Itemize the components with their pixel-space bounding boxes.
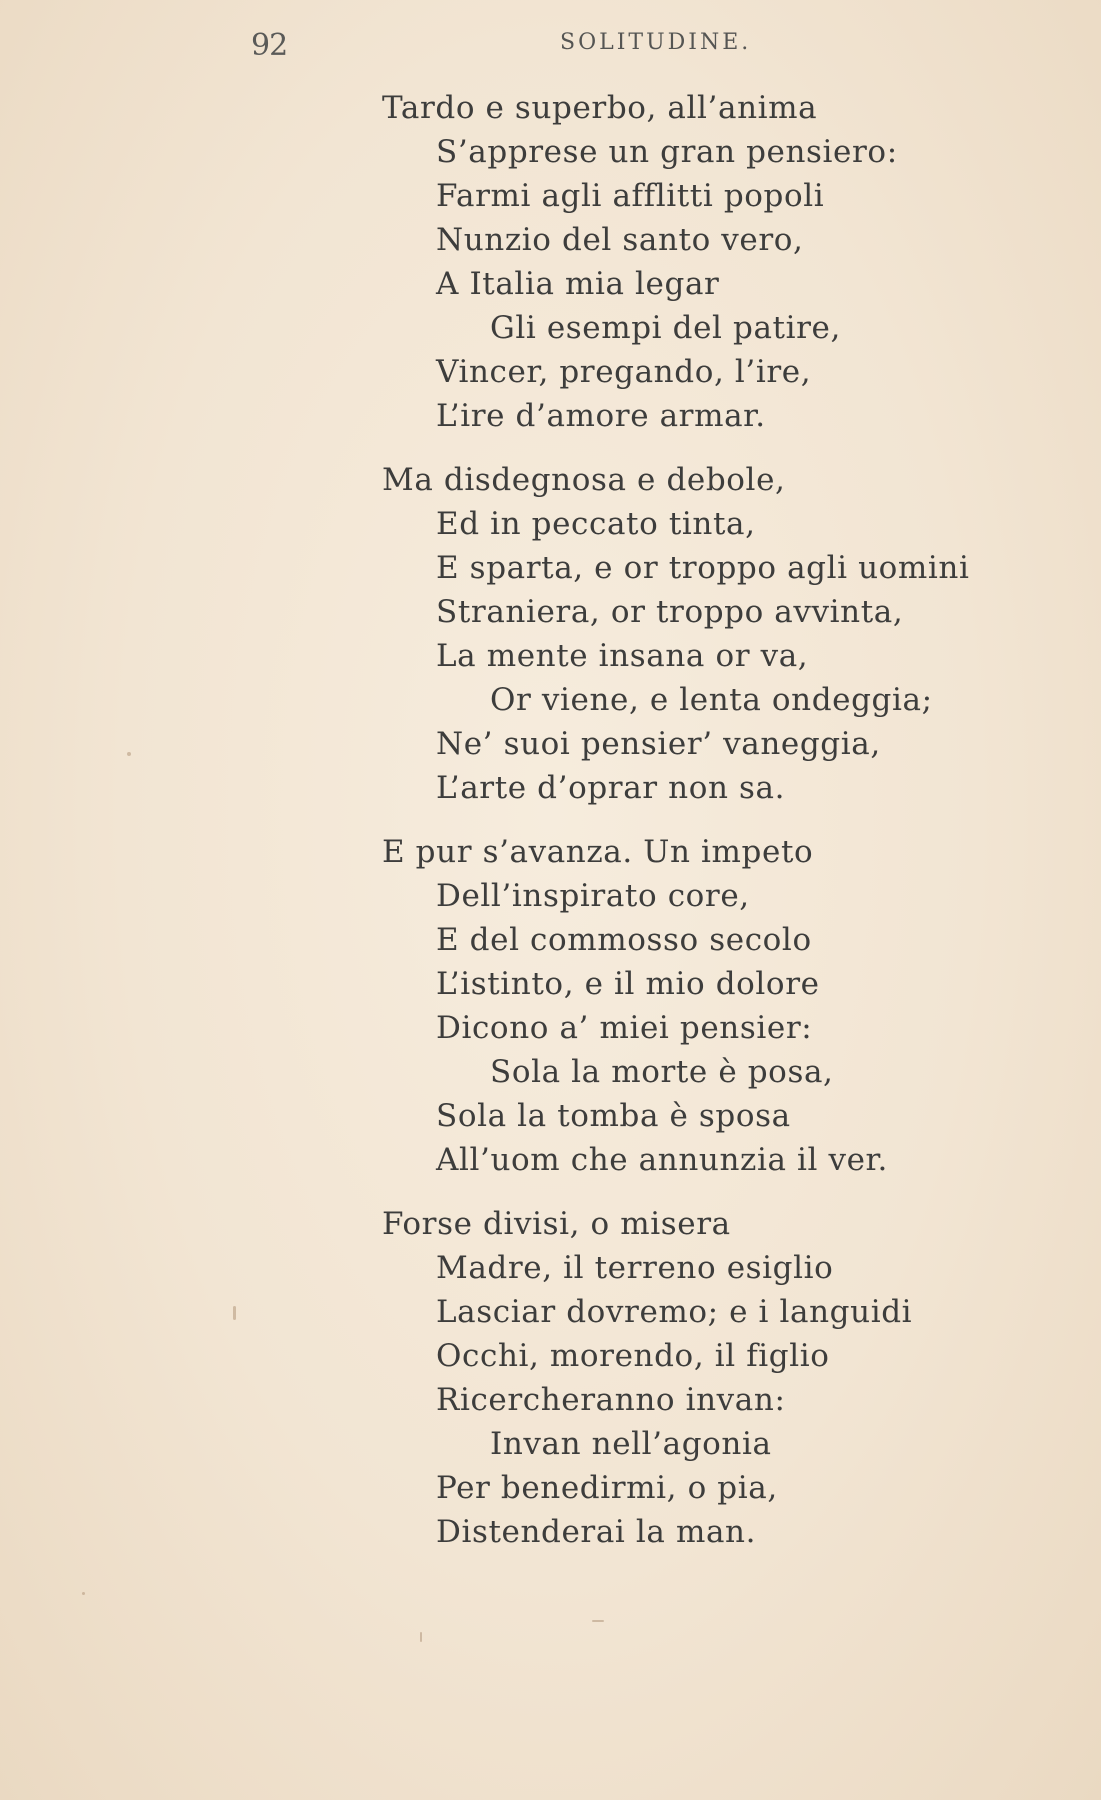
verse-line: S’apprese un gran pensiero: [436,134,898,170]
verse-line: L’istinto, e il mio dolore [436,966,820,1002]
verse-line: Ed in peccato tinta, [436,506,756,542]
paper-speck [592,1620,604,1622]
verse-line: Dell’inspirato core, [436,878,750,914]
verse-line: E del commosso secolo [436,922,812,958]
verse-line: Per benedirmi, o pia, [436,1470,778,1506]
verse-line: Vincer, pregando, l’ire, [436,354,812,390]
verse-line: Nunzio del santo vero, [436,222,804,258]
verse-line: A Italia mia legar [436,266,720,302]
verse-line: Ne’ suoi pensier’ vaneggia, [436,726,881,762]
verse-line: Forse divisi, o misera [382,1206,731,1242]
verse-line: Sola la tomba è sposa [436,1098,791,1134]
paper-speck [82,1592,85,1595]
verse-line: L’ire d’amore armar. [436,398,766,434]
verse-line: Madre, il terreno esiglio [436,1250,834,1286]
verse-line: Straniera, or troppo avvinta, [436,594,904,630]
verse-line: La mente insana or va, [436,638,809,674]
verse-line: Farmi agli afflitti popoli [436,178,825,214]
verse-line: Invan nell’agonia [490,1426,772,1462]
verse-line: E sparta, e or troppo agli uomini [436,550,970,586]
paper-speck [127,752,131,756]
verse-line: E pur s’avanza. Un impeto [382,834,814,870]
verse-line: Occhi, morendo, il figlio [436,1338,830,1374]
verse-line: Ma disdegnosa e debole, [382,462,786,498]
paper-speck [233,1306,236,1320]
verse-line: Sola la morte è posa, [490,1054,834,1090]
verse-line: Dicono a’ miei pensier: [436,1010,813,1046]
verse-line: Distenderai la man. [436,1514,757,1550]
verse-line: Ricercheranno invan: [436,1382,786,1418]
verse-line: Or viene, e lenta ondeggia; [490,682,933,718]
page-header [0,24,1101,64]
verse-line: Gli esempi del patire, [490,310,841,346]
verse-line: Lasciar dovremo; e i languidi [436,1294,913,1330]
verse-line: L’arte d’oprar non sa. [436,770,786,806]
verse-line: Tardo e superbo, all’anima [382,90,818,126]
verse-line: All’uom che annunzia il ver. [436,1142,889,1178]
running-title: SOLITUDINE. [560,30,752,55]
paper-speck [420,1632,422,1642]
page-number: 92 [251,28,288,63]
